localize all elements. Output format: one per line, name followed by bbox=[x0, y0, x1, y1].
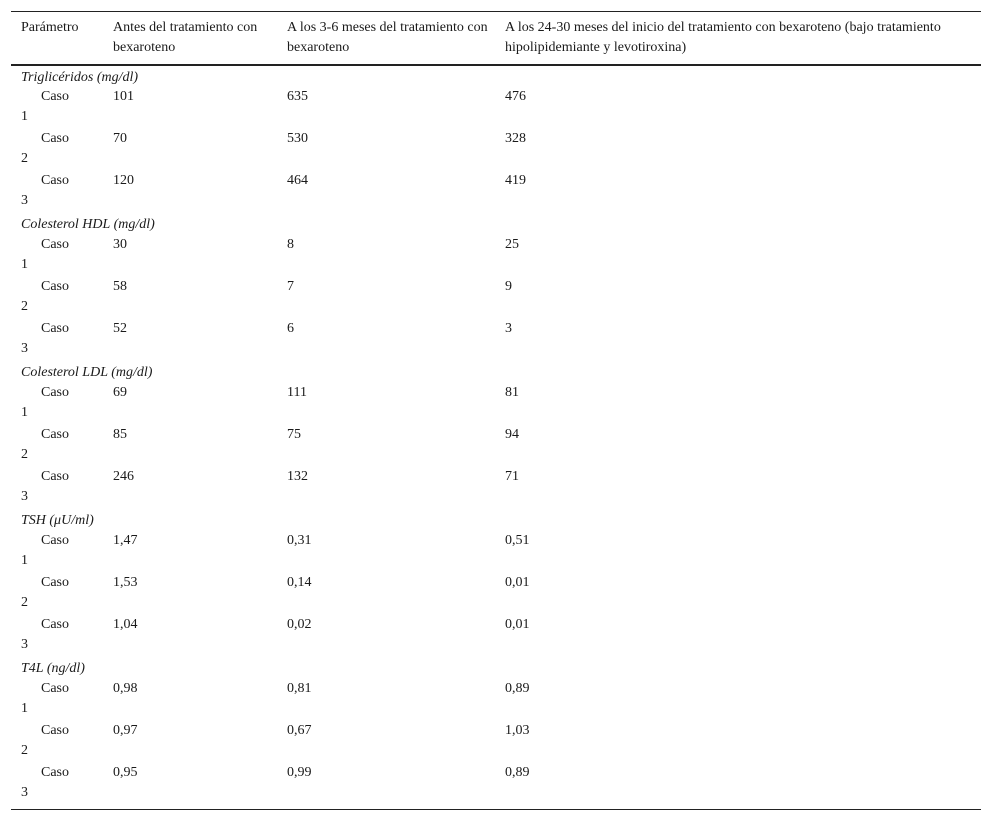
cell-24-30-meses bbox=[495, 277, 981, 319]
table-header bbox=[11, 12, 981, 66]
table-row bbox=[11, 721, 981, 763]
cell-3-6-meses bbox=[277, 573, 495, 615]
table-row bbox=[11, 235, 981, 277]
cell-3-6-meses-value: 6 bbox=[287, 321, 294, 336]
case-label bbox=[11, 531, 103, 573]
case-label bbox=[11, 171, 103, 213]
cell-24-30-meses-value: 71 bbox=[505, 469, 519, 484]
cell-24-30-meses-value: 81 bbox=[505, 385, 519, 400]
cell-antes bbox=[103, 277, 277, 319]
case-word: Caso bbox=[41, 533, 69, 548]
case-word: Caso bbox=[41, 237, 69, 252]
cell-antes-value: 0,95 bbox=[113, 765, 138, 780]
case-word: Caso bbox=[41, 89, 69, 104]
cell-antes bbox=[103, 87, 277, 129]
cell-24-30-meses bbox=[495, 235, 981, 277]
case-number: 2 bbox=[21, 151, 28, 166]
case-number: 1 bbox=[21, 701, 28, 716]
cell-24-30-meses bbox=[495, 171, 981, 213]
case-word: Caso bbox=[41, 321, 69, 336]
case-number: 3 bbox=[21, 489, 28, 504]
cell-3-6-meses-value: 530 bbox=[287, 131, 308, 146]
cell-antes bbox=[103, 531, 277, 573]
cell-24-30-meses bbox=[495, 425, 981, 467]
table-body bbox=[11, 65, 981, 810]
cell-3-6-meses bbox=[277, 319, 495, 361]
cell-3-6-meses-value: 132 bbox=[287, 469, 308, 484]
cell-24-30-meses-value: 9 bbox=[505, 279, 512, 294]
case-label bbox=[11, 615, 103, 657]
case-label bbox=[11, 425, 103, 467]
section-title: T4L (ng/dl) bbox=[21, 661, 85, 676]
table-row bbox=[11, 679, 981, 721]
cell-antes-value: 52 bbox=[113, 321, 127, 336]
cell-3-6-meses bbox=[277, 277, 495, 319]
cell-antes bbox=[103, 383, 277, 425]
section-title: TSH (μU/ml) bbox=[21, 513, 94, 528]
cell-24-30-meses-value: 3 bbox=[505, 321, 512, 336]
case-label bbox=[11, 467, 103, 509]
table-row bbox=[11, 425, 981, 467]
cell-3-6-meses bbox=[277, 531, 495, 573]
table-row bbox=[11, 531, 981, 573]
case-label bbox=[11, 277, 103, 319]
cell-antes-value: 70 bbox=[113, 131, 127, 146]
cell-antes-value: 101 bbox=[113, 89, 134, 104]
section-row bbox=[11, 361, 981, 383]
cell-24-30-meses bbox=[495, 129, 981, 171]
cell-24-30-meses-value: 1,03 bbox=[505, 723, 530, 738]
cell-3-6-meses bbox=[277, 615, 495, 657]
case-word: Caso bbox=[41, 385, 69, 400]
cell-3-6-meses-value: 0,31 bbox=[287, 533, 312, 548]
case-number: 1 bbox=[21, 257, 28, 272]
cell-3-6-meses bbox=[277, 721, 495, 763]
case-label bbox=[11, 383, 103, 425]
case-number: 3 bbox=[21, 341, 28, 356]
case-word: Caso bbox=[41, 427, 69, 442]
cell-3-6-meses bbox=[277, 129, 495, 171]
cell-24-30-meses-value: 0,51 bbox=[505, 533, 530, 548]
section-title: Triglicéridos (mg/dl) bbox=[21, 70, 139, 85]
case-number: 2 bbox=[21, 447, 28, 462]
cell-24-30-meses-value: 0,01 bbox=[505, 617, 530, 632]
cell-3-6-meses-value: 0,99 bbox=[287, 765, 312, 780]
case-word: Caso bbox=[41, 617, 69, 632]
cell-3-6-meses-value: 0,67 bbox=[287, 723, 312, 738]
cell-3-6-meses-value: 464 bbox=[287, 173, 308, 188]
cell-24-30-meses-value: 0,89 bbox=[505, 765, 530, 780]
case-label bbox=[11, 721, 103, 763]
cell-antes-value: 1,53 bbox=[113, 575, 138, 590]
cell-antes-value: 0,98 bbox=[113, 681, 138, 696]
cell-3-6-meses bbox=[277, 383, 495, 425]
cell-24-30-meses bbox=[495, 721, 981, 763]
cell-3-6-meses bbox=[277, 171, 495, 213]
cell-24-30-meses-value: 25 bbox=[505, 237, 519, 252]
cell-antes bbox=[103, 573, 277, 615]
case-number: 2 bbox=[21, 299, 28, 314]
cell-24-30-meses-value: 0,89 bbox=[505, 681, 530, 696]
cell-3-6-meses-value: 111 bbox=[287, 385, 307, 400]
table-row bbox=[11, 615, 981, 657]
cell-3-6-meses bbox=[277, 467, 495, 509]
cell-3-6-meses-value: 7 bbox=[287, 279, 294, 294]
case-number: 3 bbox=[21, 193, 28, 208]
table-row bbox=[11, 573, 981, 615]
cell-antes bbox=[103, 425, 277, 467]
header-antes: Antes del tratamiento con bexaroteno bbox=[103, 12, 277, 66]
cell-antes bbox=[103, 721, 277, 763]
case-label bbox=[11, 87, 103, 129]
cell-24-30-meses bbox=[495, 615, 981, 657]
cell-24-30-meses bbox=[495, 87, 981, 129]
cell-antes-value: 120 bbox=[113, 173, 134, 188]
cell-antes bbox=[103, 763, 277, 810]
cell-antes-value: 1,47 bbox=[113, 533, 138, 548]
cell-antes bbox=[103, 615, 277, 657]
section-title: Colesterol HDL (mg/dl) bbox=[21, 217, 155, 232]
case-number: 3 bbox=[21, 785, 28, 800]
case-label bbox=[11, 129, 103, 171]
cell-antes-value: 1,04 bbox=[113, 617, 138, 632]
case-number: 1 bbox=[21, 109, 28, 124]
case-label bbox=[11, 573, 103, 615]
header-24-30-meses: A los 24-30 meses del inicio del tratamiento con bexaroteno (bajo tratamiento hipolipidemiante y levotiroxina) bbox=[495, 12, 981, 66]
cell-24-30-meses-value: 476 bbox=[505, 89, 526, 104]
cell-3-6-meses bbox=[277, 87, 495, 129]
section-title: Colesterol LDL (mg/dl) bbox=[21, 365, 153, 380]
table-row bbox=[11, 467, 981, 509]
cell-antes-value: 58 bbox=[113, 279, 127, 294]
section-row bbox=[11, 65, 981, 87]
section-row bbox=[11, 213, 981, 235]
cell-antes bbox=[103, 129, 277, 171]
case-word: Caso bbox=[41, 765, 69, 780]
cell-3-6-meses-value: 0,14 bbox=[287, 575, 312, 590]
cell-antes bbox=[103, 679, 277, 721]
table-row bbox=[11, 763, 981, 810]
cell-24-30-meses bbox=[495, 531, 981, 573]
cell-3-6-meses-value: 75 bbox=[287, 427, 301, 442]
case-word: Caso bbox=[41, 723, 69, 738]
case-word: Caso bbox=[41, 681, 69, 696]
cell-3-6-meses bbox=[277, 425, 495, 467]
cell-antes-value: 85 bbox=[113, 427, 127, 442]
table-row bbox=[11, 129, 981, 171]
cell-antes bbox=[103, 467, 277, 509]
cell-antes-value: 0,97 bbox=[113, 723, 138, 738]
case-word: Caso bbox=[41, 469, 69, 484]
header-parametro: Parámetro bbox=[11, 12, 103, 66]
case-number: 3 bbox=[21, 637, 28, 652]
table-row bbox=[11, 87, 981, 129]
header-3-6-meses: A los 3-6 meses del tratamiento con bexaroteno bbox=[277, 12, 495, 66]
section-row bbox=[11, 509, 981, 531]
table-row bbox=[11, 383, 981, 425]
cell-3-6-meses bbox=[277, 679, 495, 721]
case-label bbox=[11, 763, 103, 810]
cell-24-30-meses bbox=[495, 383, 981, 425]
case-word: Caso bbox=[41, 279, 69, 294]
case-label bbox=[11, 679, 103, 721]
table-row bbox=[11, 171, 981, 213]
cell-antes-value: 30 bbox=[113, 237, 127, 252]
cell-antes-value: 246 bbox=[113, 469, 134, 484]
cell-24-30-meses-value: 328 bbox=[505, 131, 526, 146]
section-row bbox=[11, 657, 981, 679]
cell-antes bbox=[103, 171, 277, 213]
case-label bbox=[11, 319, 103, 361]
cell-antes bbox=[103, 235, 277, 277]
case-number: 1 bbox=[21, 553, 28, 568]
case-number: 2 bbox=[21, 595, 28, 610]
cell-24-30-meses-value: 419 bbox=[505, 173, 526, 188]
cell-24-30-meses-value: 0,01 bbox=[505, 575, 530, 590]
cell-3-6-meses bbox=[277, 235, 495, 277]
results-table bbox=[11, 11, 981, 810]
cell-3-6-meses-value: 0,02 bbox=[287, 617, 312, 632]
cell-24-30-meses bbox=[495, 679, 981, 721]
cell-antes bbox=[103, 319, 277, 361]
case-number: 1 bbox=[21, 405, 28, 420]
table-row bbox=[11, 277, 981, 319]
cell-24-30-meses bbox=[495, 763, 981, 810]
cell-3-6-meses-value: 635 bbox=[287, 89, 308, 104]
cell-3-6-meses-value: 0,81 bbox=[287, 681, 312, 696]
cell-24-30-meses bbox=[495, 467, 981, 509]
cell-24-30-meses-value: 94 bbox=[505, 427, 519, 442]
case-word: Caso bbox=[41, 575, 69, 590]
table-row bbox=[11, 319, 981, 361]
header-row bbox=[11, 12, 981, 66]
case-word: Caso bbox=[41, 173, 69, 188]
case-word: Caso bbox=[41, 131, 69, 146]
cell-antes-value: 69 bbox=[113, 385, 127, 400]
cell-24-30-meses bbox=[495, 319, 981, 361]
cell-3-6-meses bbox=[277, 763, 495, 810]
case-number: 2 bbox=[21, 743, 28, 758]
cell-24-30-meses bbox=[495, 573, 981, 615]
cell-3-6-meses-value: 8 bbox=[287, 237, 294, 252]
case-label bbox=[11, 235, 103, 277]
